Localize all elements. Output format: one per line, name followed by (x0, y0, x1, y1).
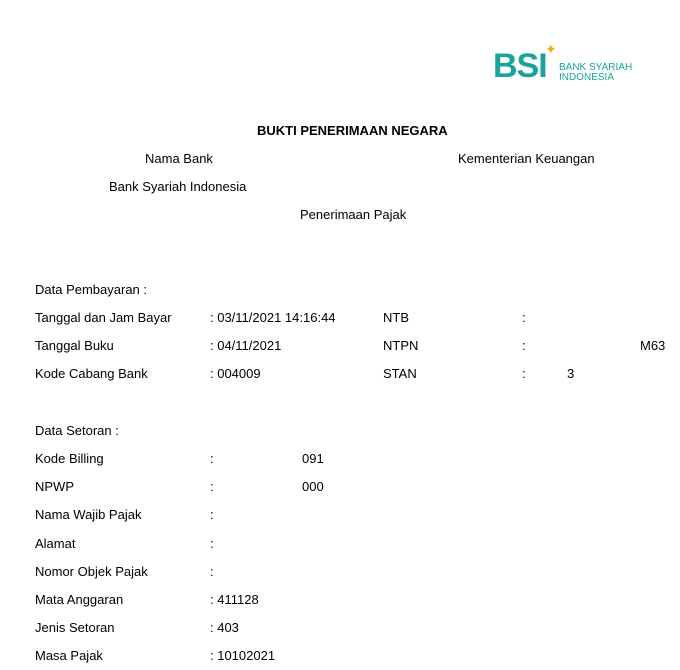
kode-billing-label: Kode Billing (35, 451, 104, 466)
logo-text-line2: INDONESIA (559, 72, 615, 83)
document-title: BUKTI PENERIMAAN NEGARA (257, 123, 448, 138)
masa-pajak-value: : 10102021 (210, 648, 276, 663)
stan-value: : (522, 366, 526, 381)
bsi-logo (493, 42, 643, 86)
stan-value-tail: 3 (567, 366, 575, 381)
nomor-objek-pajak-label: Nomor Objek Pajak (35, 564, 148, 579)
kode-billing-colon: : (210, 451, 214, 466)
npwp-label: NPWP (35, 479, 74, 494)
alamat-value: : (210, 536, 214, 551)
npwp-colon: : (210, 479, 214, 494)
logo-mark: BSI (493, 47, 547, 85)
pembayaran-heading: Data Pembayaran : (35, 282, 148, 297)
tanggal-jam-bayar-value: : 03/11/2021 14:16:44 (210, 310, 336, 325)
stan-label: STAN (383, 366, 417, 381)
ntb-label: NTB (383, 310, 409, 325)
kementerian-text: Kementerian Keuangan (458, 151, 595, 166)
jenis-setoran-label: Jenis Setoran (35, 620, 115, 635)
nama-wajib-pajak-value: : (210, 507, 214, 522)
kode-cabang-label: Kode Cabang Bank (35, 366, 148, 381)
nama-bank-label: Nama Bank (145, 151, 213, 166)
masa-pajak-label: Masa Pajak (35, 648, 103, 663)
mata-anggaran-label: Mata Anggaran (35, 592, 124, 607)
tanggal-jam-bayar-label: Tanggal dan Jam Bayar (35, 310, 172, 325)
kode-billing-tail: 091 (302, 451, 324, 466)
bank-name: Bank Syariah Indonesia (109, 179, 247, 194)
jenis-setoran-value: : 403 (210, 620, 239, 635)
ntpn-label: NTPN (383, 338, 419, 353)
mata-anggaran-value: : 411128 (210, 592, 259, 607)
nomor-objek-pajak-value: : (210, 564, 214, 579)
npwp-tail: 000 (302, 479, 324, 494)
alamat-label: Alamat (35, 536, 76, 551)
star-icon: ✦ (545, 41, 557, 57)
tanggal-buku-value: : 04/11/2021 (210, 338, 282, 353)
ntb-value: : (522, 310, 526, 325)
nama-wajib-pajak-label: Nama Wajib Pajak (35, 507, 142, 522)
setoran-heading: Data Setoran : (35, 423, 119, 438)
ntpn-value: : (522, 338, 526, 353)
ntpn-value-tail: M63 (640, 338, 666, 353)
logo-text-line1: BANK SYARIAH (559, 62, 633, 73)
kode-cabang-value: : 004009 (210, 366, 261, 381)
tanggal-buku-label: Tanggal Buku (35, 338, 114, 353)
penerimaan-text: Penerimaan Pajak (300, 207, 407, 222)
